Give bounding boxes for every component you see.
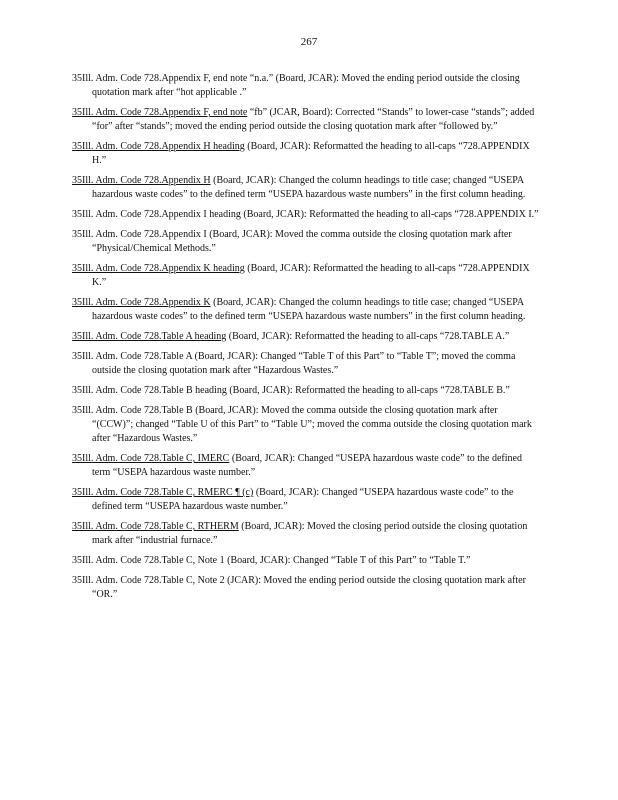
- amendment-entry: [72, 106, 540, 134]
- entry-citation: 35Ill. Adm. Code 728.Appendix F, end note: [72, 107, 248, 118]
- amendment-entry: [72, 208, 540, 222]
- entry-citation: 35Ill. Adm. Code 728.Table C, RTHERM: [72, 521, 239, 532]
- entry-citation: 35Ill. Adm. Code 728.Table C, Note 1: [72, 555, 225, 566]
- entry-description: (Board, JCAR): Reformatted the heading to all-caps “728.APPENDIX H.”: [92, 141, 530, 166]
- entry-description: (Board, JCAR): Changed “USEPA hazardous waste code” to the defined term “USEPA hazardous waste number.”: [92, 453, 522, 478]
- amendment-entry: [72, 72, 540, 100]
- amendment-entry: [72, 140, 540, 168]
- entry-citation: 35Ill. Adm. Code 728.Table A heading: [72, 331, 227, 342]
- entry-citation: 35Ill. Adm. Code 728.Appendix I: [72, 229, 207, 240]
- entry-description: (Board, JCAR): Reformatted the heading to all-caps “728.TABLE A.”: [226, 331, 510, 342]
- entry-citation: 35Ill. Adm. Code 728.Table B heading: [72, 385, 227, 396]
- entry-citation: 35Ill. Adm. Code 728.Appendix H: [72, 175, 211, 186]
- entry-description: (Board, JCAR): Changed “Table T of this Part” to “Table T.”: [224, 555, 471, 566]
- amendment-entry: [72, 404, 540, 446]
- entry-description: (Board, JCAR): Changed the column headings to title case; changed “USEPA hazardous waste codes” to the defined term “USEPA hazardous waste numbers” in the first column heading.: [92, 297, 526, 322]
- amendment-entries: [72, 72, 540, 608]
- entry-description: (Board, JCAR): Reformatted the heading to all-caps “728.TABLE B.”: [226, 385, 510, 396]
- entry-citation: 35Ill. Adm. Code 728.Table B: [72, 405, 193, 416]
- entry-citation: 35Ill. Adm. Code 728.Appendix H heading: [72, 141, 245, 152]
- amendment-entry: [72, 350, 540, 378]
- entry-citation: 35Ill. Adm. Code 728.Table C, RMERC ¶ (c): [72, 487, 254, 498]
- amendment-entry: [72, 384, 540, 398]
- entry-citation: 35Ill. Adm. Code 728.Appendix F, end note: [72, 73, 248, 84]
- entry-citation: 35Ill. Adm. Code 728.Appendix K heading: [72, 263, 245, 274]
- entry-description: “fb” (JCAR, Board): Corrected “Stands” to lower-case “stands”; added “for” after “stands”; moved the ending period outside the closing quotation mark after “followed by.”: [92, 107, 535, 132]
- amendment-entry: [72, 554, 540, 568]
- entry-description: (JCAR): Moved the ending period outside the closing quotation mark after “OR.”: [92, 575, 526, 600]
- entry-description: (Board, JCAR): Reformatted the heading to all-caps “728.APPENDIX K.”: [92, 263, 530, 288]
- entry-citation: 35Ill. Adm. Code 728.Table C, IMERC: [72, 453, 230, 464]
- amendment-entry: [72, 574, 540, 602]
- entry-description: (Board, JCAR): Changed “USEPA hazardous waste code” to the defined term “USEPA hazardous waste number.”: [92, 487, 514, 512]
- entry-description: (Board, JCAR): Changed the column headings to title case; changed “USEPA hazardous waste codes” to the defined term “USEPA hazardous waste numbers” in the first column heading.: [92, 175, 526, 200]
- entry-description: (Board, JCAR): Moved the comma outside the closing quotation mark after “(CCW)”; changed “Table U of this Part” to “Table U”; moved the comma outside the closing quotation mark after “Hazardous Wastes.”: [92, 405, 532, 444]
- entry-description: (Board, JCAR): Moved the comma outside the closing quotation mark after “Physical/Chemical Methods.”: [92, 229, 512, 254]
- page-number: 267: [300, 36, 318, 48]
- amendment-entry: [72, 262, 540, 290]
- entry-citation: 35Ill. Adm. Code 728.Table C, Note 2: [72, 575, 225, 586]
- amendment-entry: [72, 228, 540, 256]
- entry-citation: 35Ill. Adm. Code 728.Appendix K: [72, 297, 211, 308]
- amendment-entry: [72, 174, 540, 202]
- amendment-entry: [72, 330, 540, 344]
- entry-description: (Board, JCAR): Reformatted the heading to all-caps “728.APPENDIX I.”: [240, 209, 539, 220]
- entry-description: (Board, JCAR): Changed “Table T of this Part” to “Table T”; moved the comma outside the closing quotation mark after “Hazardous Wastes.”: [92, 351, 516, 376]
- entry-description: “n.a.” (Board, JCAR): Moved the ending period outside the closing quotation mark after “hot applicable .”: [92, 73, 520, 98]
- entry-citation: 35Ill. Adm. Code 728.Table A: [72, 351, 193, 362]
- amendment-entry: [72, 486, 540, 514]
- amendment-entry: [72, 296, 540, 324]
- amendment-entry: [72, 520, 540, 548]
- amendment-entry: [72, 452, 540, 480]
- entry-citation: 35Ill. Adm. Code 728.Appendix I heading: [72, 209, 241, 220]
- entry-description: (Board, JCAR): Moved the closing period outside the closing quotation mark after “industrial furnace.”: [92, 521, 528, 546]
